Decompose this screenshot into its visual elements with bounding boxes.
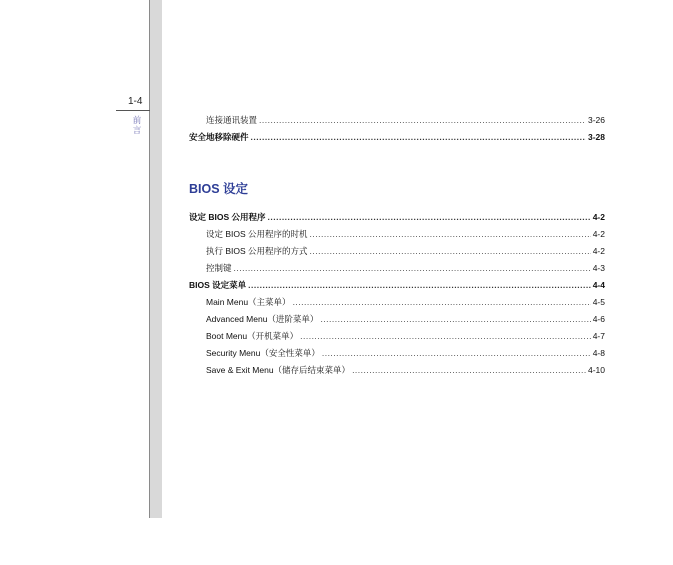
toc-entry[interactable] (189, 131, 605, 143)
toc-entry-page: 4-5 (592, 297, 605, 307)
toc-entry[interactable] (189, 211, 605, 223)
toc-dot-leader (251, 131, 586, 143)
toc-entry[interactable] (189, 279, 605, 291)
toc-entry-page: 4-4 (592, 280, 605, 290)
toc-dot-leader (293, 296, 591, 308)
toc-entry[interactable] (206, 347, 605, 359)
toc-entry-page: 4-2 (592, 212, 605, 222)
toc-dot-leader (259, 114, 586, 126)
toc-entry-title: 连接通讯装置 (206, 115, 258, 125)
toc-entry[interactable] (206, 296, 605, 308)
toc-entry-title: 设定 BIOS 公用程序 (189, 212, 266, 222)
toc-entry-title: 控制键 (206, 263, 232, 273)
toc-entry[interactable] (206, 228, 605, 240)
toc-dot-leader (234, 262, 591, 274)
toc-dot-leader (352, 364, 586, 376)
toc-entry-title: Save & Exit Menu（储存后结束菜单） (206, 365, 351, 375)
toc-entry-page: 4-6 (592, 314, 605, 324)
toc-entry[interactable] (206, 313, 605, 325)
side-section-label: 前言 (132, 116, 142, 136)
toc-dot-leader (248, 279, 591, 291)
toc-entry-page: 3-28 (587, 132, 605, 142)
toc-entry-page: 3-26 (587, 115, 605, 125)
page-side-bar (149, 0, 162, 518)
toc-entry[interactable] (206, 262, 605, 274)
toc-entry[interactable] (206, 364, 605, 376)
toc-entry-title: 执行 BIOS 公用程序的方式 (206, 246, 308, 256)
toc-entry-title: 设定 BIOS 公用程序的时机 (206, 229, 308, 239)
section-heading: BIOS 设定 (189, 182, 249, 196)
toc-dot-leader (268, 211, 591, 223)
toc-dot-leader (320, 313, 590, 325)
page-number-rule (116, 110, 150, 111)
toc-entry-page: 4-7 (592, 331, 605, 341)
toc-dot-leader (310, 228, 591, 240)
toc-entry-page: 4-3 (592, 263, 605, 273)
toc-entry-title: 安全地移除硬件 (189, 132, 249, 142)
page-number: 1-4 (128, 96, 143, 107)
toc-dot-leader (310, 245, 591, 257)
toc-dot-leader (322, 347, 591, 359)
toc-entry-title: Advanced Menu（进阶菜单） (206, 314, 319, 324)
toc-dot-leader (300, 330, 591, 342)
toc-entry-page: 4-8 (592, 348, 605, 358)
toc-entry-page: 4-2 (592, 229, 605, 239)
toc-entry[interactable] (206, 245, 605, 257)
toc-entry-page: 4-2 (592, 246, 605, 256)
toc-entry-title: BIOS 设定菜单 (189, 280, 247, 290)
toc-entry[interactable] (206, 330, 605, 342)
toc-entry-title: Main Menu（主菜单） (206, 297, 291, 307)
toc-entry-title: Boot Menu（开机菜单） (206, 331, 299, 341)
toc-entry-page: 4-10 (587, 365, 605, 375)
toc-entry-title: Security Menu（安全性菜单） (206, 348, 320, 358)
toc-entry[interactable] (206, 114, 605, 126)
